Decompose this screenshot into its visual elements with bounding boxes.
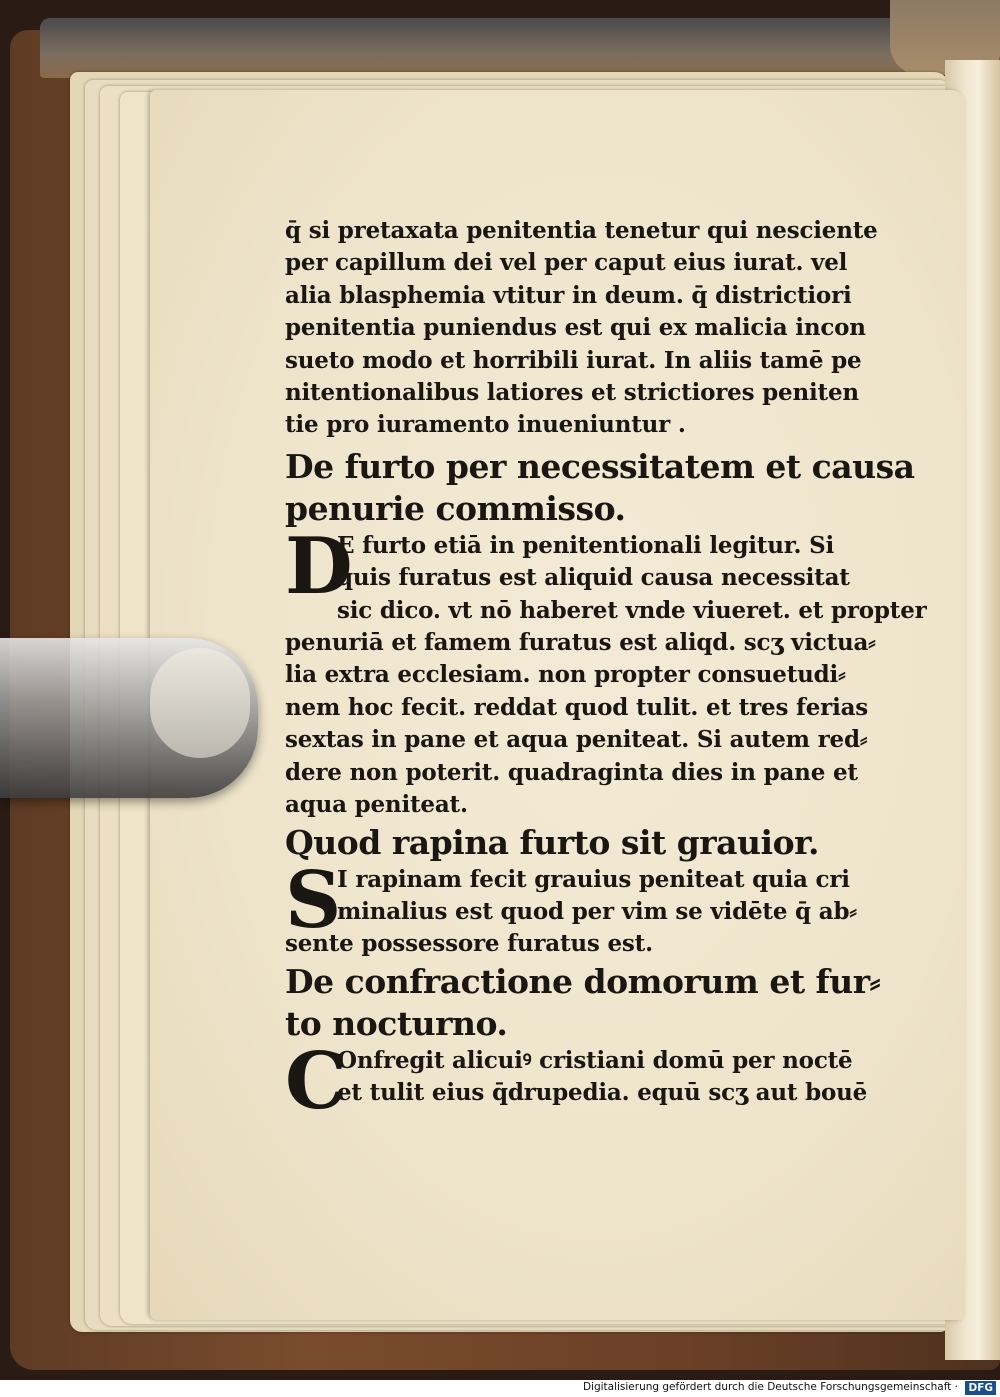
text-line: quis furatus est aliquid causa necessitat	[337, 564, 850, 592]
page-text	[285, 215, 927, 1127]
text-line: dere non poterit. quadraginta dies in pane et	[285, 758, 858, 786]
text-line: lia extra ecclesiam. non propter consuetudi⸗	[285, 661, 846, 689]
drop-initial: S	[285, 854, 342, 946]
text-line: nem hoc fecit. reddat quod tulit. et tres ferias	[285, 693, 869, 721]
text-line: sente possessore furatus est.	[285, 930, 653, 958]
text-line: Onfregit alicuiꝰ cristiani domū per noctē	[337, 1046, 853, 1074]
text-line: I rapinam fecit grauius peniteat quia cri	[337, 865, 850, 893]
text-line: q̄ si pretaxata penitentia tenetur qui nesciente	[285, 217, 878, 244]
cover-top-edge	[40, 18, 940, 78]
text-line: minalius est quod per vim se vidēte q̄ ab⸗	[337, 897, 857, 925]
text-line: sueto modo et horribili iurat. In aliis tamē pe	[285, 346, 862, 374]
paragraph	[285, 520, 927, 822]
text-line: alia blasphemia vtitur in deum. q̄ districtiori	[285, 281, 852, 309]
paragraph	[285, 1035, 910, 1127]
section-heading: Quod rapina furto sit grauior.	[285, 822, 819, 862]
text-line: sic dico. vt nō haberet vnde viueret. et propter	[337, 596, 927, 624]
dfg-logo: DFG	[965, 1381, 996, 1395]
text-line: E furto etiā in penitentionali legitur. Si	[337, 531, 835, 559]
text-line: tie pro iuramento inueniuntur .	[285, 411, 686, 439]
page-holder-tip	[150, 648, 250, 758]
section-heading: to nocturno.	[285, 1003, 508, 1043]
text-line: per capillum dei vel per caput eius iurat. vel	[285, 249, 848, 277]
section-heading: De furto per necessitatem et causa	[285, 446, 915, 486]
drop-initial: C	[285, 1035, 348, 1127]
text-line: aqua peniteat.	[285, 791, 468, 819]
drop-initial: D	[285, 520, 353, 612]
text-block-top	[285, 215, 910, 442]
text-line: et tulit eius q̄drupedia. equū scʒ aut bouē	[337, 1079, 868, 1107]
paragraph	[285, 854, 910, 961]
section-heading: penurie commisso.	[285, 488, 626, 528]
funding-credit: Digitalisierung gefördert durch die Deutsche Forschungsgemeinschaft ·	[582, 1381, 958, 1393]
section-heading: De confractione domorum et fur⸗	[285, 961, 881, 1001]
text-line: penitentia puniendus est qui ex malicia incon	[285, 314, 866, 342]
text-line: nitentionalibus latiores et strictiores peniten	[285, 379, 859, 407]
text-line: sextas in pane et aqua peniteat. Si autem red⸗	[285, 726, 868, 754]
text-line: penuriā et famem furatus est aliqd. scʒ victua⸗	[285, 629, 876, 657]
